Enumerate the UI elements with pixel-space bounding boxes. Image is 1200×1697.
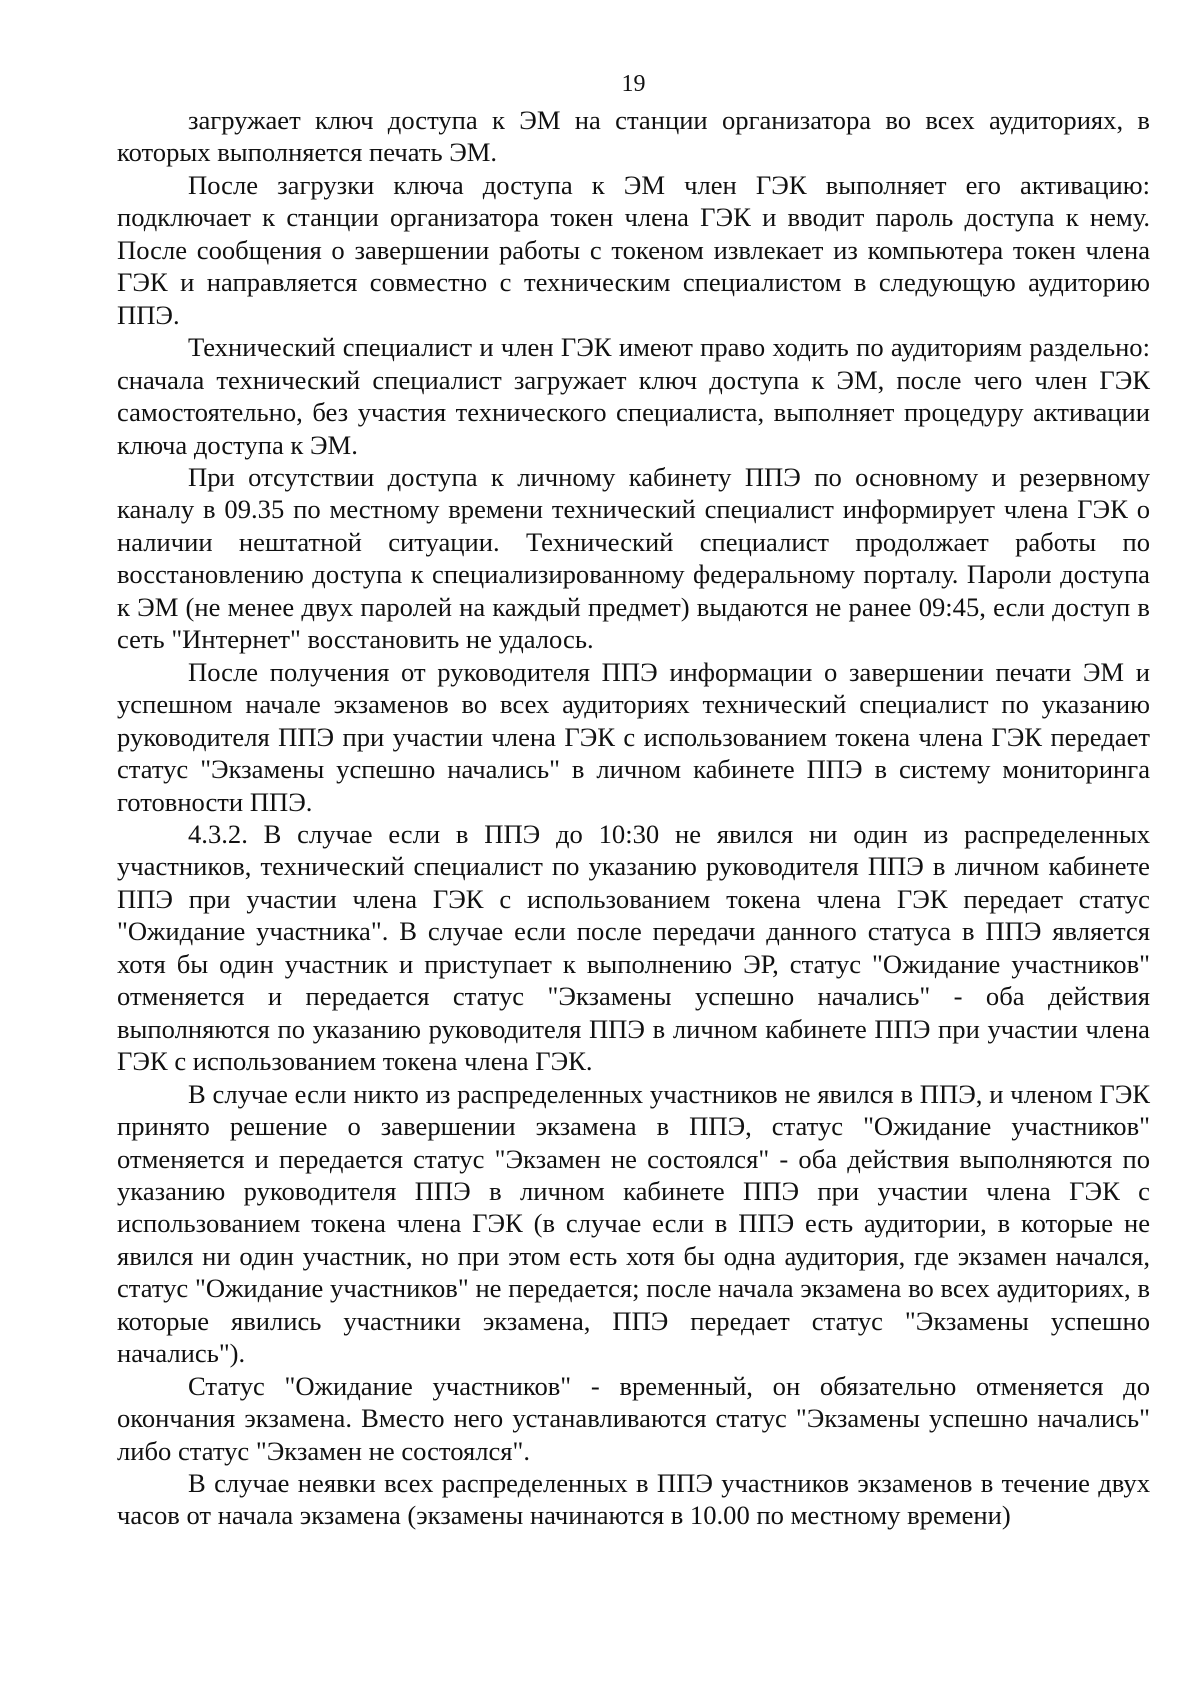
paragraph: При отсутствии доступа к личному кабинету ППЭ по основному и резервному каналу в 09.35 по местному времени технический специалист информирует члена ГЭК о наличии нештатной ситуации. Технический специалист продолжает работы по восстановлению доступа к специализированному федеральному порталу. Пароли доступа к ЭМ (не менее двух паролей на каждый предмет) выдаются не ранее 09:45, если доступ в сеть "Интернет" восстановить не удалось. xyxy=(117,461,1150,655)
paragraph: В случае неявки всех распределенных в ППЭ участников экзаменов в течение двух часов от начала экзамена (экзамены начинаются в 10.00 по местному времени) xyxy=(117,1468,1150,1531)
paragraph: Статус "Ожидание участников" - временный, он обязательно отменяется до окончания экзамена. Вместо него устанавливаются статус "Экзамены успешно начались" либо статус "Экзамен не состоялся". xyxy=(117,1370,1150,1466)
paragraph: После загрузки ключа доступа к ЭМ член ГЭК выполняет его активацию: подключает к станции организатора токен члена ГЭК и вводит пароль доступа к нему. После сообщения о завершении работы с токеном извлекает из компьютера токен члена ГЭК и направляется совместно с техническим специалистом в следующую аудиторию ППЭ. xyxy=(117,169,1150,330)
page-number: 19 xyxy=(621,71,646,97)
document-body xyxy=(117,104,1150,1532)
paragraph-continued: загружает ключ доступа к ЭМ на станции организатора во всех аудиториях, в которых выполняется печать ЭМ. xyxy=(117,105,1150,168)
paragraph: 4.3.2. В случае если в ППЭ до 10:30 не явился ни один из распределенных участников, технический специалист по указанию руководителя ППЭ в личном кабинете ППЭ при участии члена ГЭК с использованием токена члена ГЭК передает статус "Ожидание участника". В случае если после передачи данного статуса в ППЭ является хотя бы один участник и приступает к выполнению ЭР, статус "Ожидание участников" отменяется и передается статус "Экзамены успешно начались" - оба действия выполняются по указанию руководителя ППЭ в личном кабинете ППЭ при участии члена ГЭК с использованием токена члена ГЭК. xyxy=(117,818,1150,1077)
paragraph: В случае если никто из распределенных участников не явился в ППЭ, и членом ГЭК принято решение о завершении экзамена в ППЭ, статус "Ожидание участников" отменяется и передается статус "Экзамен не состоялся" - оба действия выполняются по указанию руководителя ППЭ в личном кабинете ППЭ при участии члена ГЭК с использованием токена члена ГЭК (в случае если в ППЭ есть аудитории, в которые не явился ни один участник, но при этом есть хотя бы одна аудитория, где экзамен начался, статус "Ожидание участников" не передается; после начала экзамена во всех аудиториях, в которые явились участники экзамена, ППЭ передает статус "Экзамены успешно начались"). xyxy=(117,1078,1150,1369)
paragraph: После получения от руководителя ППЭ информации о завершении печати ЭМ и успешном начале экзаменов во всех аудиториях технический специалист по указанию руководителя ППЭ при участии члена ГЭК с использованием токена члена ГЭК передает статус "Экзамены успешно начались" в личном кабинете ППЭ в систему мониторинга готовности ППЭ. xyxy=(117,656,1150,817)
paragraph: Технический специалист и член ГЭК имеют право ходить по аудиториям раздельно: сначала технический специалист загружает ключ доступа к ЭМ, после чего член ГЭК самостоятельно, без участия технического специалиста, выполняет процедуру активации ключа доступа к ЭМ. xyxy=(117,332,1150,460)
